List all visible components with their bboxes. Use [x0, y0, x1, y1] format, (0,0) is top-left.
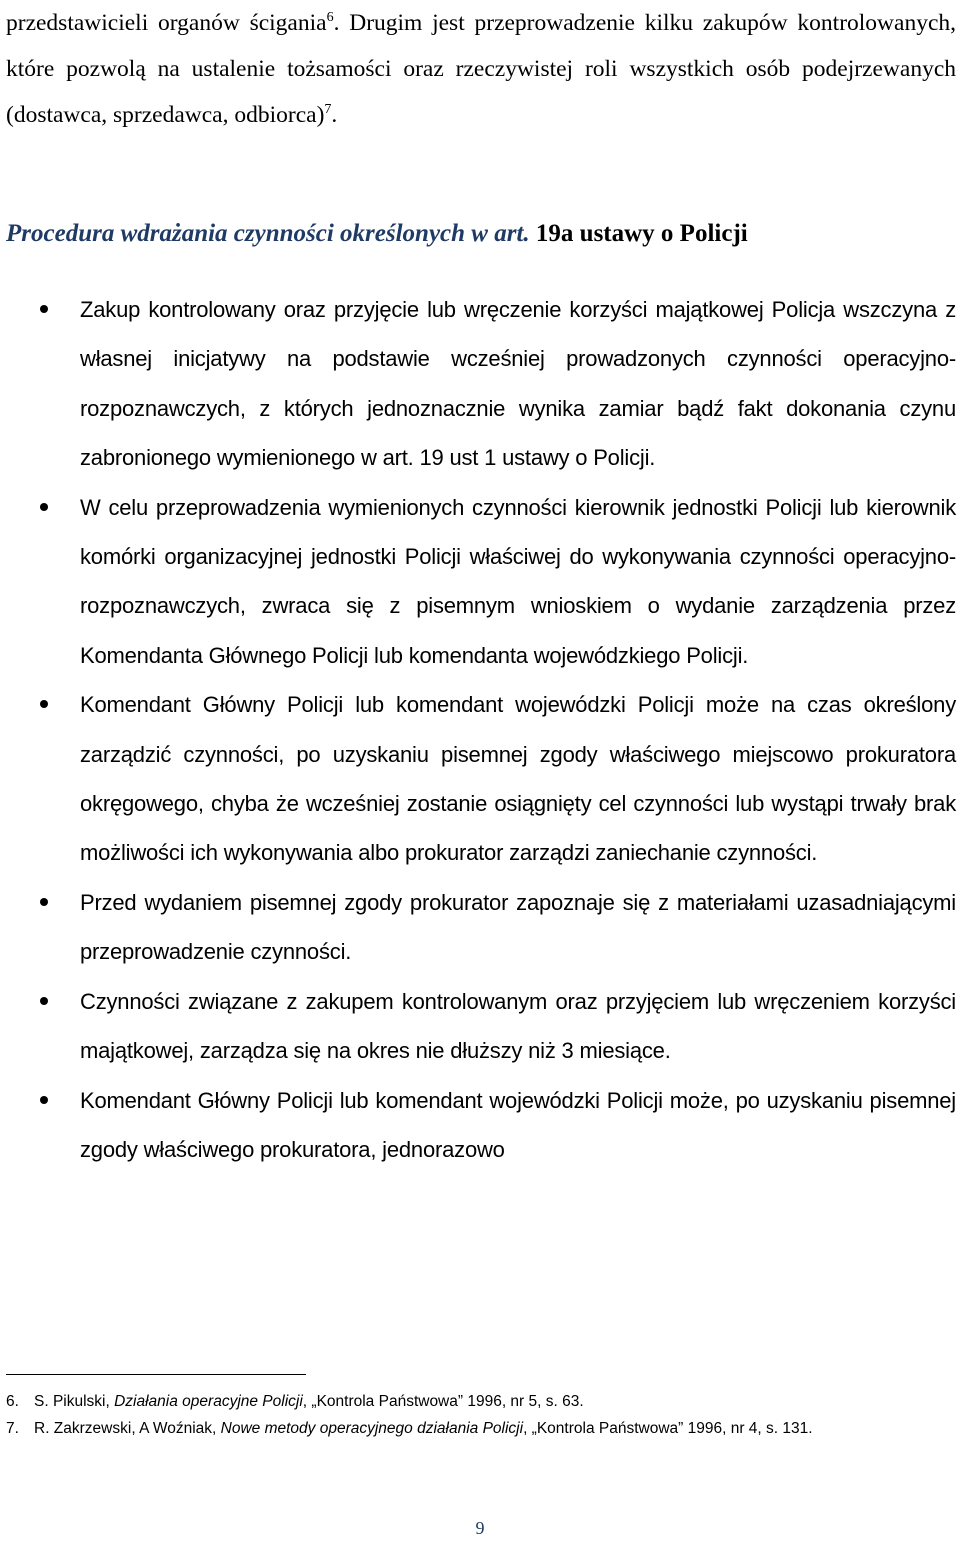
bullet-icon	[40, 305, 48, 313]
bullet-icon	[40, 898, 48, 906]
footnote-separator	[6, 1374, 306, 1375]
bullet-icon	[40, 1096, 48, 1104]
bullet-icon	[40, 700, 48, 708]
footnote-6: 6. S. Pikulski, Działania operacyjne Policji, „Kontrola Państwowa” 1996, nr 5, s. 63.	[6, 1393, 584, 1410]
list-item: Komendant Główny Policji lub komendant wojewódzki Policji może, po uzyskaniu pisemnej zgody właściwego prokuratora, jednorazowo	[0, 1077, 960, 1176]
footnote-7: 7. R. Zakrzewski, A Woźniak, Nowe metody operacyjnego działania Policji, „Kontrola Państwowa” 1996, nr 4, s. 131.	[6, 1420, 813, 1437]
section-heading-bold: 19a ustawy o Policji	[529, 220, 748, 247]
list-item: Komendant Główny Policji lub komendant wojewódzki Policji może na czas określony zarządzić czynności, po uzyskaniu pisemnej zgody właściwego miejscowo prokuratora okręgowego, chyba że wcześniej zostanie osiągnięty cel czynności lub wystąpi trwały brak możliwości ich wykonywania albo prokurator zarządzi zaniechanie czynności.	[0, 681, 960, 879]
intro-text-b: . Drugim jest przeprowadzenie kilku zakupów kontrolowanych, które pozwolą na ustalenie tożsamości oraz rzeczywistej roli wszystkich osób podejrzewanych (dostawca, sprzedawca, odbiorca)	[6, 10, 956, 128]
footnotes	[6, 1388, 956, 1442]
intro-text-a: przedstawicieli organów ścigania	[6, 10, 327, 36]
footnote-ref-6[interactable]: 6	[326, 10, 334, 26]
list-item: Przed wydaniem pisemnej zgody prokurator zapoznaje się z materiałami uzasadniającymi przeprowadzenie czynności.	[0, 879, 960, 978]
section-heading-italic: Procedura wdrażania czynności określonych w art.	[6, 220, 530, 247]
intro-paragraph	[6, 0, 956, 138]
bullet-icon	[40, 997, 48, 1005]
list-item: Zakup kontrolowany oraz przyjęcie lub wręczenie korzyści majątkowej Policja wszczyna z własnej inicjatywy na podstawie wcześniej prowadzonych czynności operacyjno-rozpoznawczych, z których jednoznacznie wynika zamiar bądź fakt dokonania czynu zabronionego wymienionego w art. 19 ust 1 ustawy o Policji.	[0, 286, 960, 484]
footnote-ref-7[interactable]: 7	[324, 102, 332, 118]
list-item: Czynności związane z zakupem kontrolowanym oraz przyjęciem lub wręczeniem korzyści majątkowej, zarządza się na okres nie dłuższy niż 3 miesiące.	[0, 978, 960, 1077]
section-heading	[6, 214, 956, 254]
bullet-icon	[40, 503, 48, 511]
list-item: W celu przeprowadzenia wymienionych czynności kierownik jednostki Policji lub kierownik komórki organizacyjnej jednostki Policji właściwej do wykonywania czynności operacyjno-rozpoznawczych, zwraca się z pisemnym wnioskiem o wydanie zarządzenia przez Komendanta Głównego Policji lub komendanta wojewódzkiego Policji.	[0, 484, 960, 682]
page-number: 9	[475, 1518, 485, 1538]
procedure-list	[0, 286, 960, 1175]
intro-text-c: .	[331, 102, 338, 128]
